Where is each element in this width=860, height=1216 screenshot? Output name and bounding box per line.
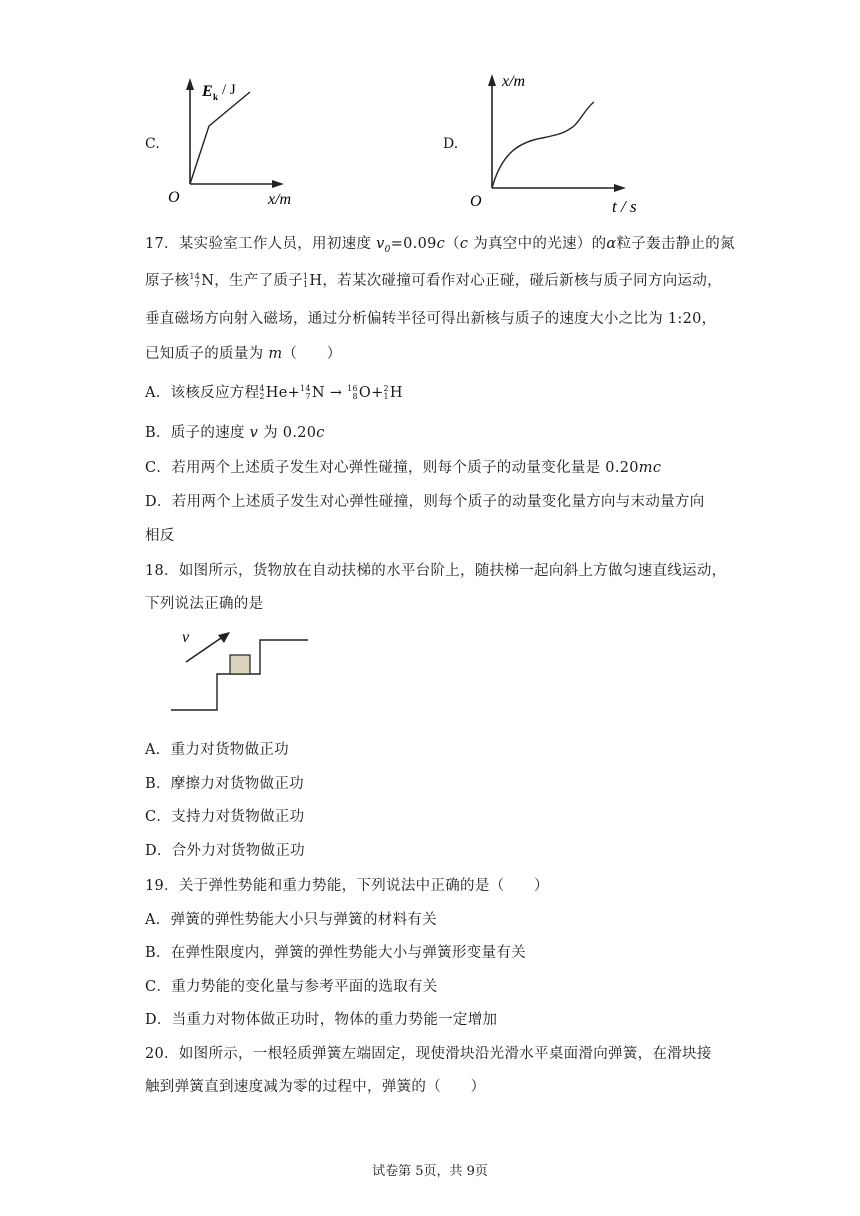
q17-option-a: A．该核反应方程 4 2 He+ 14 7 N → 16 8 O+ 2 1 H [145, 384, 403, 401]
q17-line-2: 原子核 14 7 N，生产了质子 1 1 H，若某次碰撞可看作对心正碰，碰后新核与质子同方向运动， [145, 272, 722, 289]
graph-d-origin: O [470, 193, 482, 210]
q18-option-d: D．合外力对货物做正功 [145, 843, 305, 859]
q19-option-c: C．重力势能的变化量与参考平面的选取有关 [145, 979, 438, 995]
graph-d-x-vs-t [462, 64, 662, 216]
graph-d-x-label: t / s [612, 197, 637, 216]
graph-d-x-arrow [614, 184, 626, 192]
graph-c-curve [190, 92, 250, 184]
q18-option-a: A．重力对货物做正功 [145, 742, 289, 758]
q20-line-1: 20．如图所示，一根轻质弹簧左端固定，现使滑块沿光滑水平桌面滑向弹簧，在滑块接 [145, 1046, 712, 1062]
q19-stem: 19．关于弹性势能和重力势能，下列说法中正确的是（ ） [145, 878, 549, 894]
q18-option-b: B．摩擦力对货物做正功 [145, 776, 304, 792]
nuclide-h1: 1 1 H [303, 272, 323, 289]
option-d-label: D. [443, 136, 459, 152]
velocity-arrow-line [186, 636, 224, 662]
graph-c-x-label: x/m [268, 191, 292, 208]
option-c-label: C. [145, 136, 160, 152]
graph-c-origin: O [168, 189, 180, 206]
nuclide-n14: 14 7 N [189, 272, 215, 289]
q17-option-d-line-2: 相反 [145, 528, 175, 544]
q17-line-4: 已知质子的质量为 m（ ） [145, 346, 342, 362]
graph-d-y-label: x/m [502, 73, 526, 90]
q17-option-b: B．质子的速度 v 为 0.20c [145, 425, 325, 441]
q17-option-d-line-1: D．若用两个上述质子发生对心弹性碰撞，则每个质子的动量变化量方向与末动量方向 [145, 494, 705, 510]
q20-line-2: 触到弹簧直到速度减为零的过程中，弹簧的（ ） [145, 1079, 486, 1095]
q17-option-c: C．若用两个上述质子发生对心弹性碰撞，则每个质子的动量变化量是 0.20mc [145, 460, 662, 476]
graph-c-y-arrow [186, 78, 194, 90]
q19-option-b: B．在弹性限度内，弹簧的弹性势能大小与弹簧形变量有关 [145, 945, 526, 961]
escalator-steps [171, 640, 308, 710]
page-footer: 试卷第 5页，共 9页 [372, 1164, 488, 1179]
graph-c-x-arrow [272, 180, 284, 188]
q19-option-a: A．弹簧的弹性势能大小只与弹簧的材料有关 [145, 912, 437, 928]
q18-line-1: 18．如图所示，货物放在自动扶梯的水平台阶上，随扶梯一起向斜上方做匀速直线运动， [145, 563, 727, 579]
q19-option-d: D．当重力对物体做正功时，物体的重力势能一定增加 [145, 1012, 498, 1028]
graph-d-y-arrow [488, 74, 496, 86]
q18-line-2: 下列说法正确的是 [145, 596, 264, 612]
q17-line-1: 17．某实验室工作人员，用初速度 $v_0=0.09c(c$ 为真空中的光速）的α粒子轰击静止的氮 [145, 236, 735, 255]
cargo-box [230, 655, 250, 674]
graph-c-y-unit: / J [222, 82, 236, 98]
velocity-arrow-head [218, 632, 230, 643]
q17-line-3: 垂直磁场方向射入磁场，通过分析偏转半径可得出新核与质子的速度大小之比为 1:20， [145, 311, 717, 327]
graph-c-y-label: E [202, 83, 213, 100]
escalator-figure [168, 622, 318, 718]
graph-c-ek-vs-x [160, 70, 320, 210]
graph-c-y-sub: k [213, 92, 219, 102]
velocity-label: v [182, 629, 190, 646]
graph-d-curve [492, 102, 594, 188]
q18-option-c: C．支持力对货物做正功 [145, 809, 305, 825]
